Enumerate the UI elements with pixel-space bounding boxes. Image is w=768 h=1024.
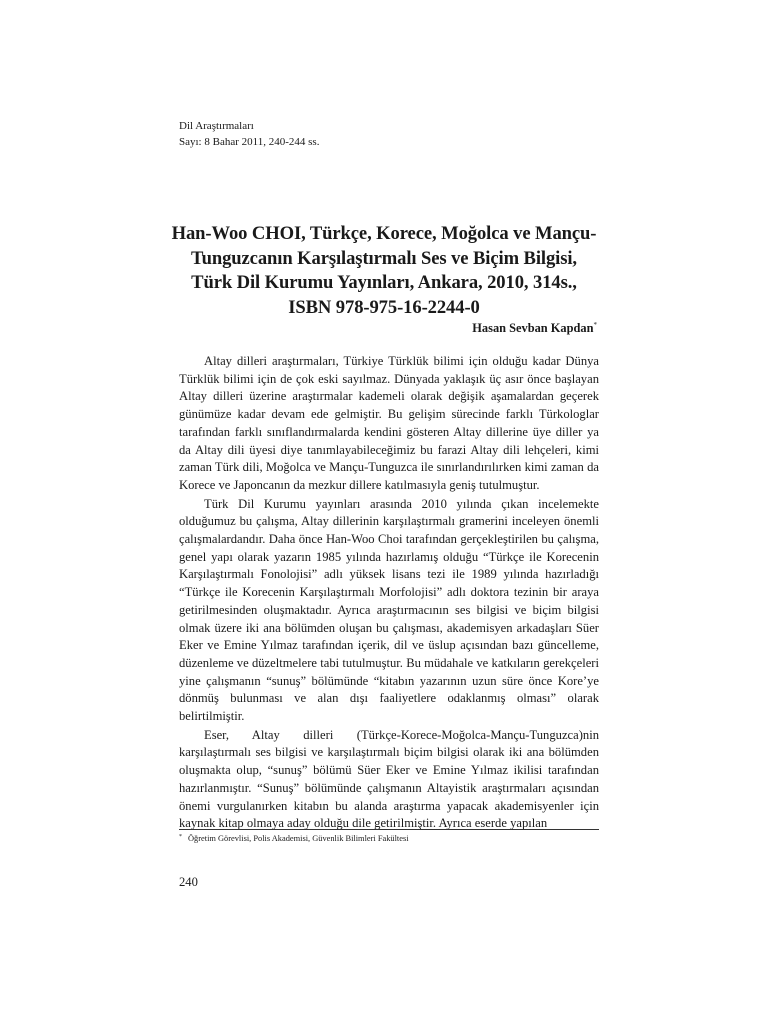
running-header <box>179 118 319 150</box>
article-body <box>179 353 599 833</box>
title-line: Tunguzcanın Karşılaştırmalı Ses ve Biçim Bilgisi, <box>191 247 577 269</box>
title-line: Han-Woo CHOI, Türkçe, Korece, Moğolca ve Mançu- <box>171 223 597 244</box>
body-paragraph: Eser, Altay dilleri (Türkçe-Korece-Moğolca-Mançu-Tunguzca)nin karşılaştırmalı ses bilgisi ve karşılaştırmalı biçim bilgisi olarak iki ana bölümden oluşmakta olup, “sunuş” bölümü Süer Eker ve Emine Yılmaz ikilisi tarafından hazırlanmıştır. “Sunuş” bölümünde çalışmanın Altayistik araştırmaları açısından önemi vurgulanırken kitabın bu alanda araştırma yapacak akademisyenler için kaynak kitap olmaya aday olduğu dile getirilmiştir. Ayrıca eserde yapılan <box>179 727 599 831</box>
author-footnote-mark[interactable]: * <box>593 321 597 329</box>
body-paragraph: Türk Dil Kurumu yayınları arasında 2010 yılında çıkan incelemekte olduğumuz bu çalışma, Altay dillerinin karşılaştırmalı gramerini inceleyen önemli çalışmalardandır. Daha önce Han-Woo Choi tarafından gerçekleştirilen bu çalışma, genel yapı olarak yazarın 1985 yılında hazırlamış olduğu “Türkçe ile Korecenin Karşılaştırmalı Fonolojisi” adlı yüksek lisans tezi ile 1989 yılında hazırladığı “Türkçe ile Korecenin Karşılaştırmalı Morfolojisi” adlı doktora tezinin bir araya getirilmesinden oluşmaktadır. Ayrıca araştırmacının ses bilgisi ve biçim bilgisi olmak üzere iki ana bölümden oluşan bu çalışması, akademisyen arkadaşları Süer Eker ve Emine Yılmaz tarafından içerik, dil ve üslup açısından bazı güncelleme, düzenleme ve düzeltmelere tabi tutulmuştur. Bu müdahale ve katkıların gerekçeleri yine çalışmanın “sunuş” bölümünde “kitabın yazarının uzun süre önce Kore’ye dönmüş bulunması ve alan dışı faaliyetlere odaklanmış olması” olarak belirtilmiştir. <box>179 496 599 724</box>
title-line: Türk Dil Kurumu Yayınları, Ankara, 2010, 314s., <box>191 272 577 293</box>
footnote <box>179 834 409 843</box>
issue-info: Sayı: 8 Bahar 2011, 240-244 ss. <box>179 136 320 148</box>
footnote-text: Öğretim Görevlisi, Polis Akademisi, Güvenlik Bilimleri Fakültesi <box>188 834 409 843</box>
footnote-mark: * <box>179 834 182 840</box>
footnote-divider <box>179 829 599 830</box>
body-paragraph: Altay dilleri araştırmaları, Türkiye Türklük bilimi için olduğu kadar Dünya Türklük bilimi için de çok eski sayılmaz. Dünyada yaklaşık üç asır önce başlayan Altay dilleri üzerine araştırmalar kademeli olarak değişik aşamalardan geçerek günümüze kadar devam ede gelmiştir. Bu gelişim sürecinde farklı Türkologlar tarafından farklı sınıflandırmalarda kendini gösteren Altay dillerine üye diller ya da Altay dili üyesi diye tanımlayabileceğimiz bu farazi Altay dili lehçeleri, kimi zaman Türk dili, Moğolca ve Mançu-Tunguzca ile sınırlandırılırken kimi zaman da Korece ve Japoncanın da mezkur dillere katılmasıyla geniş tutulmuştur. <box>179 354 599 492</box>
article-title <box>170 222 598 320</box>
journal-name: Dil Araştırmaları <box>179 120 254 132</box>
author-name: Hasan Sevban Kapdan <box>472 321 594 335</box>
author-byline <box>472 321 597 336</box>
page-number: 240 <box>179 875 198 889</box>
title-line: ISBN 978-975-16-2244-0 <box>288 296 480 318</box>
